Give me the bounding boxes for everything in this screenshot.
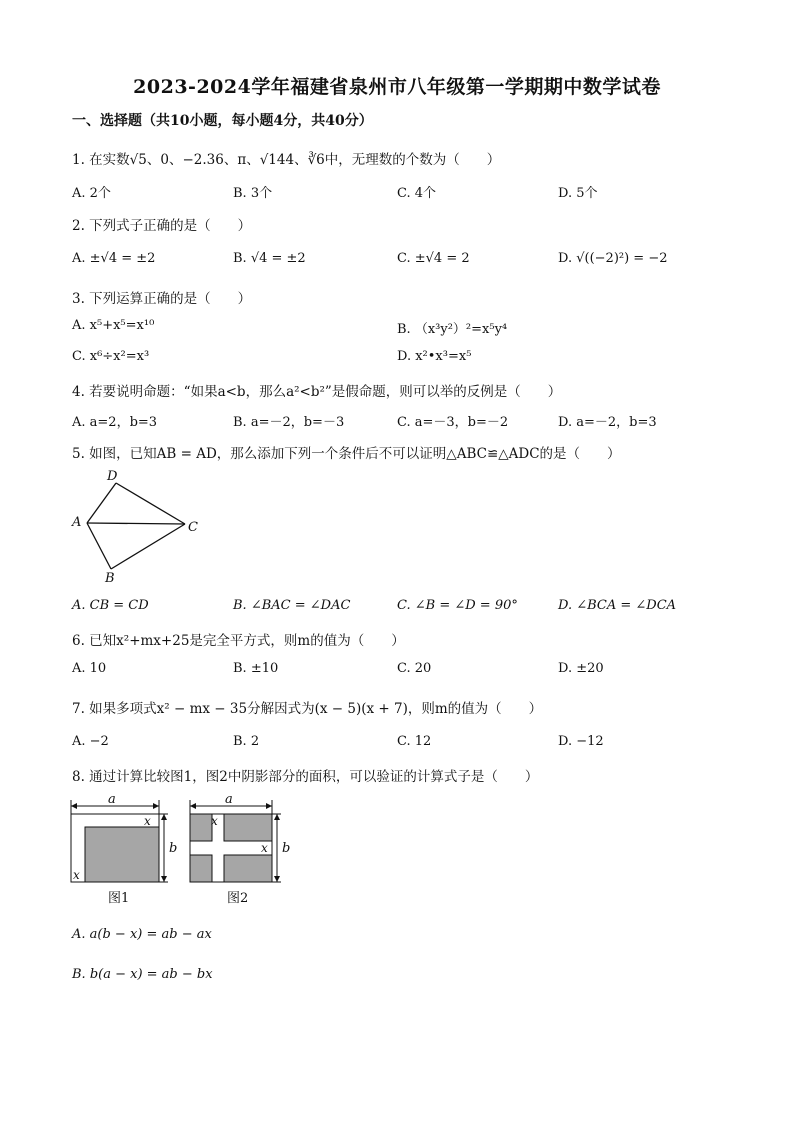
fig1-label-b: b	[169, 841, 178, 856]
section-heading: 一、选择题（共10小题，每小题4分，共40分）	[72, 113, 373, 129]
q8-figure-1	[64, 794, 184, 906]
question-3: 3. 下列运算正确的是（ ）	[72, 291, 252, 307]
q5-option-b: B. ∠BAC = ∠DAC	[233, 598, 351, 613]
q7-option-c: C. 12	[397, 734, 432, 749]
question-7: 7. 如果多项式x² − mx − 35分解因式为(x − 5)(x + 7)，则m的值为（ ）	[72, 701, 543, 717]
q1-option-d: D. 5个	[558, 186, 598, 201]
q6-option-a: A. 10	[72, 661, 107, 676]
q6-option-c: C. 20	[397, 661, 432, 676]
q8-option-a: A. a(b − x) = ab − ax	[72, 927, 212, 942]
question-2: 2. 下列式子正确的是（ ）	[72, 218, 252, 234]
fig2-label-b: b	[282, 841, 291, 856]
question-4: 4. 若要说明命题：“如果a<b，那么a²<b²”是假命题，则可以举的反例是（ ）	[72, 384, 562, 400]
q1-option-b: B. 3个	[233, 186, 273, 201]
question-1: 1. 在实数√5、0、−2.36、π、√144、∛6中，无理数的个数为（ ）	[72, 152, 501, 168]
fig1-label-x-left: x	[73, 868, 80, 882]
q6-option-d: D. ±20	[558, 661, 604, 676]
fig2-caption: 图2	[227, 891, 249, 906]
q7-option-a: A. −2	[72, 734, 109, 749]
exam-title: 2023-2024学年福建省泉州市八年级第一学期期中数学试卷	[133, 76, 661, 98]
q5-kite-figure	[68, 466, 208, 586]
q3-option-a: A. x⁵+x⁵=x¹⁰	[72, 318, 155, 333]
fig2-label-x-top: x	[211, 814, 218, 828]
q3-option-d: D. x²•x³=x⁵	[397, 349, 472, 364]
q1-option-c: C. 4个	[397, 186, 437, 201]
q5-option-a: A. CB = CD	[72, 598, 149, 613]
question-5: 5. 如图，已知AB = AD，那么添加下列一个条件后不可以证明△ABC≌△ADC的是（ ）	[72, 446, 621, 462]
fig1-caption: 图1	[108, 891, 130, 906]
q2-option-b: B. √4 = ±2	[233, 251, 306, 266]
fig1-label-a: a	[108, 794, 116, 807]
q7-option-d: D. −12	[558, 734, 604, 749]
q4-option-a: A. a=2，b=3	[72, 415, 158, 430]
q2-option-d: D. √((−2)²) = −2	[558, 251, 668, 266]
q5-label-a: A	[72, 515, 82, 530]
q4-option-b: B. a=－2，b=－3	[233, 415, 345, 430]
fig2-label-x-right: x	[261, 841, 268, 855]
fig1-label-x-top: x	[144, 814, 151, 828]
q3-option-b: B. （x³y²）²=x⁵y⁴	[397, 322, 508, 337]
q5-label-c: C	[188, 520, 198, 535]
q5-label-d: D	[107, 469, 118, 484]
q2-option-c: C. ±√4 = 2	[397, 251, 470, 266]
q5-option-c: C. ∠B = ∠D = 90°	[397, 598, 518, 613]
q5-option-d: D. ∠BCA = ∠DCA	[558, 598, 677, 613]
q4-option-d: D. a=－2，b=3	[558, 415, 657, 430]
q2-option-a: A. ±√4 = ±2	[72, 251, 156, 266]
q8-figure-2	[183, 794, 303, 906]
q8-option-b: B. b(a − x) = ab − bx	[72, 967, 213, 982]
q4-option-c: C. a=－3，b=－2	[397, 415, 509, 430]
question-6: 6. 已知x²+mx+25是完全平方式，则m的值为（ ）	[72, 633, 405, 649]
question-8: 8. 通过计算比较图1，图2中阴影部分的面积，可以验证的计算式子是（ ）	[72, 769, 539, 785]
q6-option-b: B. ±10	[233, 661, 279, 676]
q1-option-a: A. 2个	[72, 186, 111, 201]
q7-option-b: B. 2	[233, 734, 260, 749]
q3-option-c: C. x⁶÷x²=x³	[72, 349, 150, 364]
fig2-label-a: a	[225, 794, 233, 807]
q5-label-b: B	[105, 571, 115, 586]
